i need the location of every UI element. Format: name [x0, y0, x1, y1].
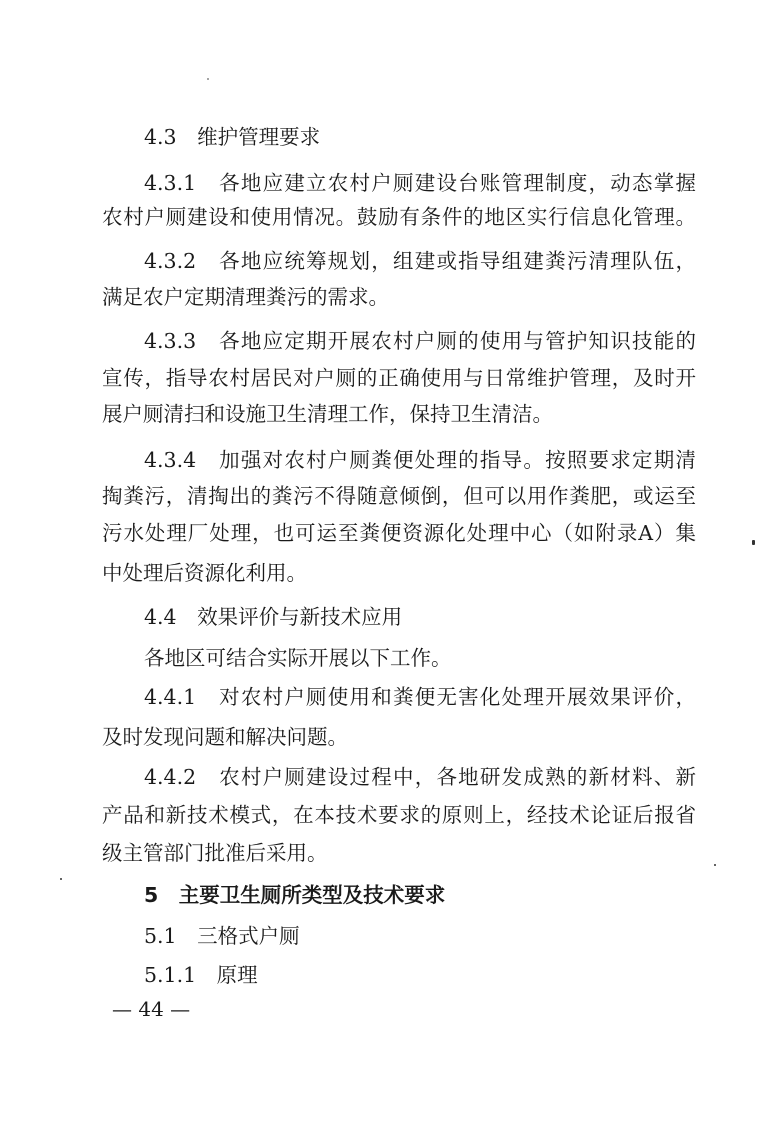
paragraph-line: 展户厕清扫和设施卫生清理工作，保持卫生清洁。 [102, 402, 553, 426]
section-heading-4-4: 4.4 效果评价与新技术应用 [144, 605, 403, 629]
paragraph-line: 各地区可结合实际开展以下工作。 [144, 646, 452, 670]
paragraph-line: 4.4.1 对农村户厕使用和粪便无害化处理开展效果评价， [144, 685, 696, 709]
paragraph-line: 满足农户定期清理粪污的需求。 [102, 285, 389, 309]
paragraph-line: 中处理后资源化利用。 [102, 561, 307, 585]
section-heading-5-1-1: 5.1.1 原理 [144, 963, 258, 987]
paragraph-line: 农村户厕建设和使用情况。鼓励有条件的地区实行信息化管理。 [102, 205, 696, 229]
paragraph-line: 4.3.3 各地应定期开展农村户厕的使用与管护知识技能的 [144, 329, 696, 353]
paragraph-line: 4.3.2 各地应统筹规划，组建或指导组建粪污清理队伍， [144, 249, 696, 273]
page-number: — 44 — [112, 997, 191, 1021]
scan-speck [752, 540, 755, 545]
scan-speck [714, 864, 716, 866]
paragraph-line: 污水处理厂处理，也可运至粪便资源化处理中心（如附录A）集 [102, 521, 696, 545]
scan-speck [207, 78, 209, 80]
section-heading-4-3: 4.3 维护管理要求 [144, 125, 321, 149]
chapter-heading-5: 5 主要卫生厕所类型及技术要求 [144, 883, 446, 907]
scan-speck [60, 878, 62, 880]
section-heading-5-1: 5.1 三格式户厕 [144, 924, 300, 948]
paragraph-line: 产品和新技术模式，在本技术要求的原则上，经技术论证后报省 [102, 803, 696, 827]
paragraph-line: 4.3.1 各地应建立农村户厕建设台账管理制度，动态掌握 [144, 171, 696, 195]
paragraph-line: 及时发现问题和解决问题。 [102, 725, 348, 749]
paragraph-line: 级主管部门批准后采用。 [102, 841, 328, 865]
paragraph-line: 4.4.2 农村户厕建设过程中，各地研发成熟的新材料、新 [144, 765, 696, 789]
paragraph-line: 掏粪污，清掏出的粪污不得随意倾倒，但可以用作粪肥，或运至 [102, 484, 696, 508]
paragraph-line: 4.3.4 加强对农村户厕粪便处理的指导。按照要求定期清 [144, 448, 696, 472]
paragraph-line: 宣传，指导农村居民对户厕的正确使用与日常维护管理，及时开 [102, 366, 696, 390]
